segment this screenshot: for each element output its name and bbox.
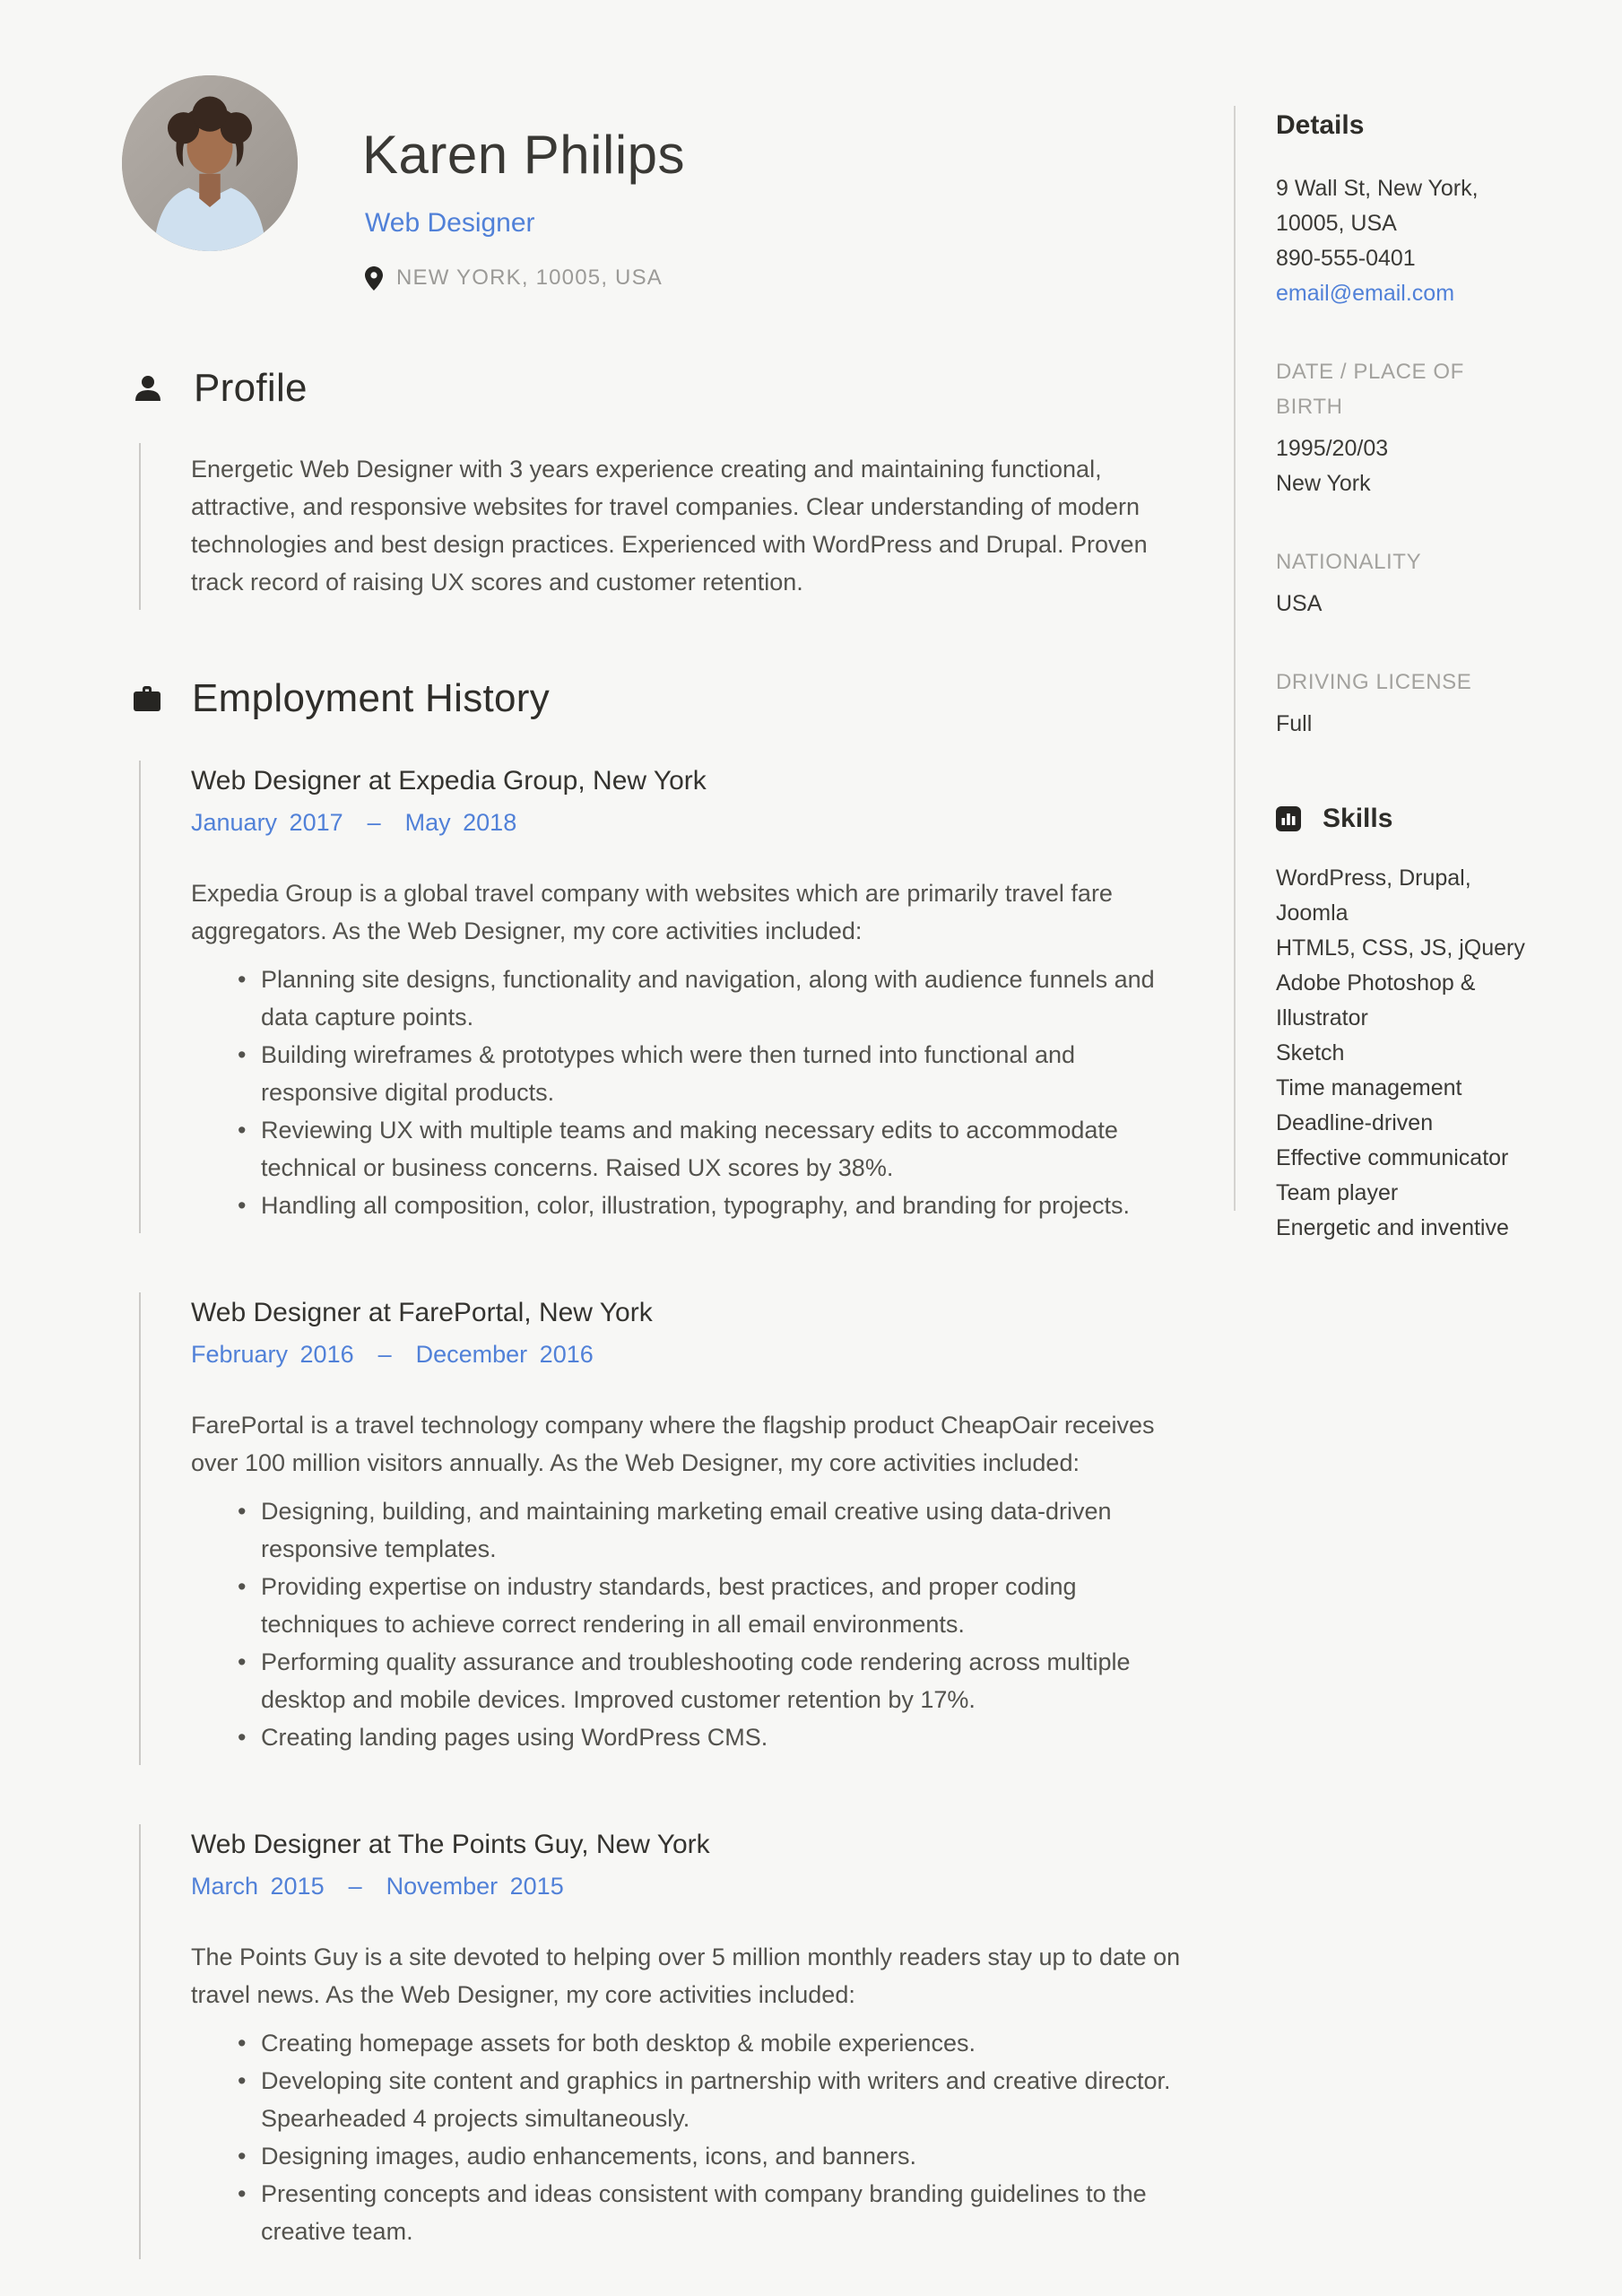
job-block-points-guy xyxy=(139,1824,1191,2259)
driving-license-label: DRIVING LICENSE xyxy=(1276,670,1472,694)
bullet-item: • Planning site designs, functionality and navigation, along with audience funnels and data capture points. xyxy=(191,961,1182,1036)
job-summary: The Points Guy is a site devoted to helping over 5 million monthly readers stay up to date on travel news. As the Web Designer, my core activities included: xyxy=(191,1944,1181,2008)
job-summary: Expedia Group is a global travel company with websites which are primarily travel fare aggregators. As the Web Designer, my core activities included: xyxy=(191,880,1113,944)
bullet-item: • Building wireframes & prototypes which were then turned into functional and responsive digital products. xyxy=(191,1036,1182,1111)
profile-section-header xyxy=(133,366,1191,411)
skill-item: Deadline-driven xyxy=(1276,1110,1434,1135)
job-title-subtitle: Web Designer xyxy=(365,208,535,238)
email-link[interactable]: email@email.com xyxy=(1276,281,1455,306)
bar-chart-icon xyxy=(1276,806,1301,831)
person-name: Karen Philips xyxy=(362,125,686,185)
job-dates: March 2015 – November 2015 xyxy=(191,1873,564,1900)
skills-section-header xyxy=(1276,801,1531,836)
map-pin-icon xyxy=(365,266,383,291)
skills-list xyxy=(1276,861,1531,1246)
skills-heading: Skills xyxy=(1323,804,1393,833)
portrait-photo-illustration xyxy=(122,75,298,251)
bullet-item: • Performing quality assurance and troubleshooting code rendering across multiple desktop and mobile devices. Improved customer retention by 17%. xyxy=(191,1643,1182,1718)
phone-number: 890-555-0401 xyxy=(1276,246,1416,271)
driving-license-value: Full xyxy=(1276,711,1313,736)
skill-item: Sketch xyxy=(1276,1040,1345,1065)
nationality-label: NATIONALITY xyxy=(1276,550,1422,574)
job-title: Web Designer at Expedia Group, New York xyxy=(191,766,707,796)
briefcase-icon xyxy=(133,684,161,713)
location-text: NEW YORK, 10005, USA xyxy=(396,265,663,290)
bullet-item: • Developing site content and graphics in partnership with writers and creative director. Spearheaded 4 projects simultaneously. xyxy=(191,2062,1182,2137)
job-dates: January 2017 – May 2018 xyxy=(191,809,517,836)
bullet-item: • Presenting concepts and ideas consistent with company branding guidelines to the creative team. xyxy=(191,2175,1182,2250)
employment-section-header xyxy=(133,676,1191,721)
skill-item: HTML5, CSS, JS, jQuery xyxy=(1276,935,1525,961)
bullet-item: • Creating landing pages using WordPress CMS. xyxy=(191,1718,1182,1756)
person-icon xyxy=(133,373,163,404)
bullet-item: • Handling all composition, color, illustration, typography, and branding for projects. xyxy=(191,1187,1182,1224)
job-title: Web Designer at The Points Guy, New York xyxy=(191,1830,710,1859)
skill-item: Effective communicator xyxy=(1276,1145,1509,1170)
skill-item: Adobe Photoshop & Illustrator xyxy=(1276,970,1476,1031)
details-block xyxy=(1276,171,1531,311)
bullet-item: • Providing expertise on industry standards, best practices, and proper coding techniques to achieve correct rendering in all email environments. xyxy=(191,1568,1182,1643)
job-bullet-list xyxy=(191,1492,1191,1756)
profile-heading: Profile xyxy=(194,366,308,410)
sidebar-divider xyxy=(1234,106,1236,1211)
job-block-expedia xyxy=(139,761,1191,1233)
bullet-item: • Designing images, audio enhancements, icons, and banners. xyxy=(191,2137,1182,2175)
profile-body xyxy=(139,443,1191,610)
job-summary: FarePortal is a travel technology company where the flagship product CheapOair receives over 100 million visitors annually. As the Web Designer, my core activities included: xyxy=(191,1412,1155,1476)
skill-item: Time management xyxy=(1276,1075,1462,1100)
bullet-item: • Designing, building, and maintaining marketing email creative using data-driven responsive templates. xyxy=(191,1492,1182,1568)
birth-place: New York xyxy=(1276,471,1371,496)
bullet-item: • Creating homepage assets for both desktop & mobile experiences. xyxy=(191,2024,1182,2062)
nationality-value: USA xyxy=(1276,591,1323,616)
birth-label: DATE / PLACE OF BIRTH xyxy=(1276,360,1464,419)
skill-item: Energetic and inventive xyxy=(1276,1215,1509,1240)
job-title: Web Designer at FarePortal, New York xyxy=(191,1298,653,1327)
job-bullet-list xyxy=(191,961,1191,1224)
details-heading: Details xyxy=(1276,110,1365,140)
job-block-fareportal xyxy=(139,1292,1191,1765)
avatar xyxy=(122,75,298,251)
address-line2: 10005, USA xyxy=(1276,211,1397,236)
main-column xyxy=(133,366,1191,2259)
profile-text: Energetic Web Designer with 3 years experience creating and maintaining functional, attractive, and responsive websites for travel companies. Clear understanding of modern technologies and best design practices. Experienced with WordPress and Drupal. Proven track record of raising UX scores and customer retention. xyxy=(191,456,1148,596)
skill-item: WordPress, Drupal, Joomla xyxy=(1276,865,1471,926)
job-bullet-list xyxy=(191,2024,1191,2250)
sidebar xyxy=(1276,108,1531,1246)
employment-heading: Employment History xyxy=(192,676,551,720)
address-line1: 9 Wall St, New York, xyxy=(1276,176,1479,201)
skill-item: Team player xyxy=(1276,1180,1399,1205)
bullet-item: • Reviewing UX with multiple teams and making necessary edits to accommodate technical or business concerns. Raised UX scores by 38%. xyxy=(191,1111,1182,1187)
job-dates: February 2016 – December 2016 xyxy=(191,1341,594,1368)
birth-date: 1995/20/03 xyxy=(1276,436,1389,461)
location-row xyxy=(365,265,663,291)
